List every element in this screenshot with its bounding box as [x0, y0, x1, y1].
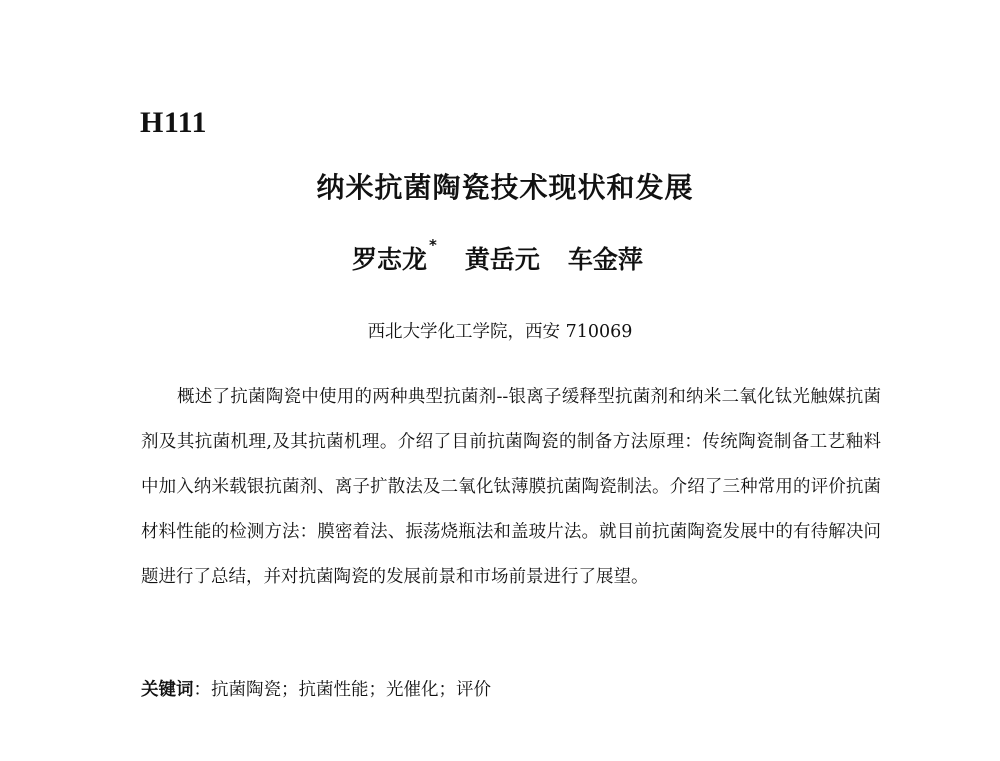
- keywords-text: 抗菌陶瓷；抗菌性能；光催化；评价: [211, 680, 491, 700]
- abstract: 概述了抗菌陶瓷中使用的两种典型抗菌剂--银离子缓释型抗菌剂和纳米二氧化钛光触媒抗菌剂及其抗菌机理,及其抗菌机理。介绍了目前抗菌陶瓷的制备方法原理：传统陶瓷制备工艺釉料中加入纳米载银抗菌剂、离子扩散法及二氧化钛薄膜抗菌陶瓷制法。介绍了三种常用的评价抗菌材料性能的检测方法：膜密着法、振荡烧瓶法和盖玻片法。就目前抗菌陶瓷发展中的有待解决问题进行了总结，并对抗菌陶瓷的发展前景和市场前景进行了展望。: [141, 387, 881, 587]
- author-name: 黄岳元: [464, 245, 540, 274]
- classification-code: H111: [140, 106, 208, 139]
- paper-title: 纳米抗菌陶瓷技术现状和发展: [316, 171, 694, 204]
- corresponding-mark: *: [429, 236, 437, 254]
- author-list: [352, 236, 643, 276]
- keywords: [141, 676, 491, 701]
- keywords-label: 关键词: [141, 680, 194, 700]
- author-name: 车金萍: [567, 245, 643, 274]
- affiliation: 西北大学化工学院，西安 710069: [367, 322, 633, 342]
- keywords-separator: ：: [193, 680, 211, 700]
- author-name: 罗志龙 *: [352, 236, 437, 274]
